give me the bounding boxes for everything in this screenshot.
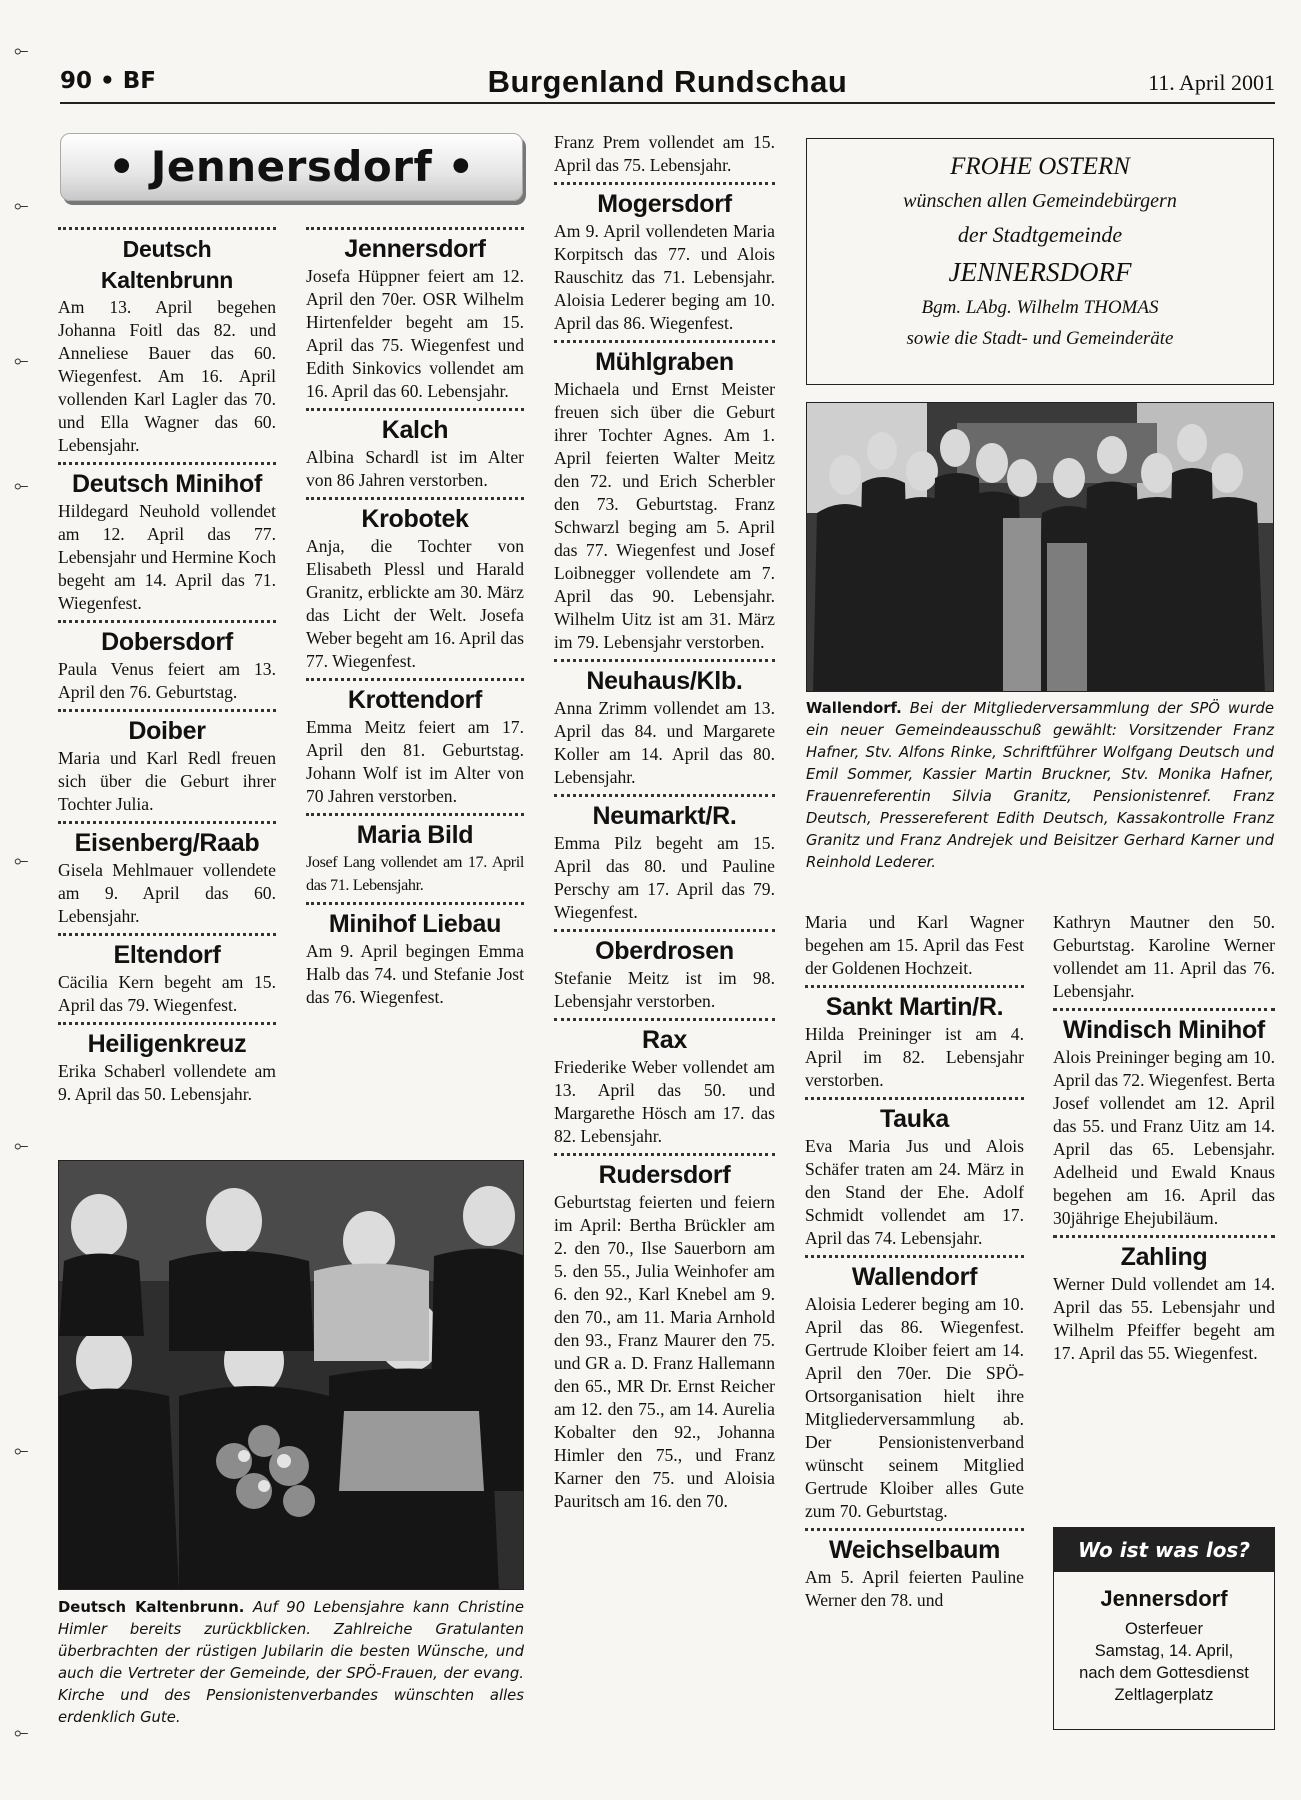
notice-text: Emma Meitz feiert am 17. April den 81. Geburtstag. Johann Wolf ist im Alter von 70 Jahren verstorben. — [306, 717, 524, 806]
caption-text: Auf 90 Lebensjahre kann Christine Himler bereits zurückblicken. Zahlreiche Gratulanten überbrachten der rüstigen Jubilarin die besten Wünsche, und auch die Vertreter der Gemeinde, der SPÖ-Frauen, der evang. Kirche und des Pensionistenverbandes wünschten alles erdenklich Gute. — [58, 1599, 524, 1726]
notice-text: Cäcilia Kern begeht am 15. April das 79. Wiegenfest. — [58, 972, 276, 1015]
dotted-separator — [805, 985, 1024, 988]
locality-heading-heiligenkreuz: Heiligenkreuz — [87, 1030, 247, 1058]
locality-heading-deutsch-kaltenbrunn: Deutsch Kaltenbrunn — [100, 236, 234, 293]
notice-text: Geburtstag feierten und feiern im April: Bertha Brückler am 2. den 70., Ilse Sauerborn am 5. den 55., Julia Weinhofer am 6. den 92., Karl Knebel am 9. den 70., am 11. Maria Arnhold den 93., Franz Maurer den 75. und GR a. D. Franz Hallemann den 65., MR Dr. Ernst Reicher am 12. den 75., am 14. Aurelia Kobalter den 92., Johanna Himler den 75., und Franz Karner den 75. und Aloisia Pauritsch am 16. den 70. — [554, 1192, 775, 1511]
notice-text: Alois Preininger beging am 10. April das 72. Wiegenfest. Berta Josef vollendet am 12. April das 55. und Franz Uitz am 14. April das 65. Lebensjahr. Adelheid und Ewald Knaus begehen am 16. April das 30jährige Ehejubiläum. — [1053, 1047, 1275, 1228]
binding-mark: ⟜ — [14, 40, 29, 60]
locality-heading-sankt-martin-r: Sankt Martin/R. — [825, 993, 1004, 1021]
locality-heading-jennersdorf: Jennersdorf — [344, 235, 486, 263]
locality-heading-tauka: Tauka — [880, 1105, 949, 1133]
event-date: Samstag, 14. April, — [1094, 1642, 1234, 1660]
locality-heading-neumarkt-r: Neumarkt/R. — [592, 802, 737, 830]
caption-lead: Wallendorf. — [806, 700, 902, 717]
dotted-separator — [306, 678, 524, 681]
notice-text: Hildegard Neuhold vollendet am 12. April das 77. Lebensjahr und Hermine Koch begeht am 14. April das 71. Wiegenfest. — [58, 501, 276, 613]
notice-text: Erika Schaberl vollendete am 9. April das 50. Lebensjahr. — [58, 1061, 276, 1104]
notice-text: Hilda Preininger ist am 4. April im 82. Lebensjahr verstorben. — [805, 1024, 1024, 1090]
notice-text: Anja, die Tochter von Elisabeth Plessl und Harald Granitz, erblickte am 30. März das Licht der Welt. Josefa Weber begeht am 16. April das 77. Wiegenfest. — [306, 536, 524, 671]
locality-heading-neuhaus-klb: Neuhaus/Klb. — [586, 667, 743, 695]
locality-heading-doiber: Doiber — [128, 717, 206, 745]
notice-text: Am 5. April feierten Pauline Werner den 78. und — [805, 1567, 1024, 1610]
notice-text: Maria und Karl Wagner begehen am 15. April das Fest der Goldenen Hochzeit. — [805, 912, 1024, 978]
dotted-separator — [554, 340, 775, 343]
locality-heading-mogersdorf: Mogersdorf — [597, 190, 732, 218]
locality-heading-minihof-liebau: Minihof Liebau — [328, 910, 502, 938]
issue-date: 11. April 2001 — [1148, 70, 1275, 95]
kaltenbrunn-jubilee-photo — [58, 1160, 524, 1590]
locality-heading-wallendorf: Wallendorf — [851, 1263, 978, 1291]
dotted-separator — [58, 462, 276, 465]
page-number: 90 • BF — [60, 68, 156, 94]
notice-text: Kathryn Mautner den 50. Geburtstag. Karoline Werner vollendet am 11. April das 76. Lebensjahr. — [1053, 912, 1275, 1001]
events-box — [1053, 1527, 1275, 1730]
dotted-separator — [1053, 1008, 1275, 1011]
locality-heading-rax: Rax — [642, 1026, 687, 1054]
notice-text: Am 9. April vollendeten Maria Korpitsch das 77. und Alois Rauschitz das 71. Lebensjahr. Aloisia Lederer beging am 10. April das 86. Wiegenfest. — [554, 221, 775, 333]
dotted-separator — [58, 933, 276, 936]
binding-mark: ⟜ — [14, 850, 29, 870]
locality-heading-maria-bild: Maria Bild — [356, 821, 474, 849]
column-3 — [554, 131, 775, 1513]
notice-text: Albina Schardl ist im Alter von 86 Jahren verstorben. — [306, 447, 524, 490]
caption-text: Bei der Mitgliederversammlung der SPÖ wurde ein neuer Gemeindeausschuß gewählt: Vorsitzender Franz Hafner, Stv. Alfons Rinke, Schriftführer Wolfgang Deutsch und Emil Sommer, Kassier Martin Bruckner, Stv. Monika Hafner, Frauenreferentin Silvia Granitz, Pensionistenref. Franz Deutsch, Pressereferent Edith Deutsch, Kassakontrolle Franz Granitz und Franz Andrejek und Beisitzer Gerhard Karner und Reinhold Lederer. — [806, 700, 1274, 871]
ad-title: FROHE OSTERN — [950, 153, 1130, 180]
locality-heading-eltendorf: Eltendorf — [113, 941, 221, 969]
dotted-separator — [58, 620, 276, 623]
locality-heading-dobersdorf: Dobersdorf — [101, 628, 233, 656]
dotted-separator — [58, 1022, 276, 1025]
easter-greeting-ad — [806, 138, 1274, 385]
event-time: nach dem Gottesdienst — [1079, 1664, 1249, 1682]
dotted-separator — [306, 408, 524, 411]
newspaper-title: Burgenland Rundschau — [487, 64, 848, 99]
dotted-separator — [1053, 1235, 1275, 1238]
binding-mark: ⟜ — [14, 195, 29, 215]
locality-heading-kalch: Kalch — [381, 416, 449, 444]
dotted-separator — [554, 1018, 775, 1021]
binding-mark: ⟜ — [14, 1722, 29, 1742]
notice-text: Gisela Mehlmauer vollendete am 9. April das 60. Lebensjahr. — [58, 860, 276, 926]
notice-text: Maria und Karl Redl freuen sich über die Geburt ihrer Tochter Julia. — [58, 748, 276, 814]
ad-line: der Stadtgemeinde — [957, 222, 1123, 247]
notice-text: Stefanie Meitz ist im 98. Lebensjahr verstorben. — [554, 968, 775, 1011]
events-place: Jennersdorf — [1100, 1586, 1228, 1611]
column-1 — [58, 222, 276, 1106]
notice-text: Am 9. April begingen Emma Halb das 74. und Stefanie Jost das 76. Wiegenfest. — [306, 941, 524, 1007]
dotted-separator — [554, 182, 775, 185]
binding-mark: ⟜ — [14, 350, 29, 370]
notice-text: Eva Maria Jus und Alois Schäfer traten am 24. März in den Stand der Ehe. Adolf Schmidt vollendet am 17. April das 74. Lebensjahr. — [805, 1136, 1024, 1248]
section-banner: • Jennersdorf • — [60, 133, 523, 201]
event-name: Osterfeuer — [1125, 1620, 1203, 1638]
dotted-separator — [58, 821, 276, 824]
event-location: Zeltlagerplatz — [1114, 1686, 1214, 1704]
wallendorf-caption — [806, 698, 1274, 874]
binding-mark: ⟜ — [14, 1440, 29, 1460]
dotted-separator — [58, 709, 276, 712]
locality-heading-eisenberg-raab: Eisenberg/Raab — [74, 829, 260, 857]
notice-text: Michaela und Ernst Meister freuen sich über die Geburt ihrer Tochter Agnes. Am 1. April feierten Walter Meitz den 72. und Erich Scherbler den 73. Geburtstag. Franz Schwarzl beging am 5. April das 77. Wiegenfest und Josef Loibnegger vollendete am 7. April das 90. Lebensjahr. Wilhelm Uitz ist am 31. März im 79. Lebensjahr verstorben. — [554, 379, 775, 652]
locality-heading-windisch-minihof: Windisch Minihof — [1063, 1016, 1265, 1044]
notice-text: Josefa Hüppner feiert am 12. April den 70er. OSR Wilhelm Hirtenfelder begeht am 15. April das 75. Wiegenfest und Edith Sinkovics vollendet am 16. April das 60. Lebensjahr. — [306, 266, 524, 401]
ad-line: wünschen allen Gemeindebürgern — [903, 190, 1177, 212]
dotted-separator — [306, 813, 524, 816]
column-2 — [306, 222, 524, 1009]
events-box-title: Wo ist was los? — [1054, 1528, 1274, 1572]
locality-heading-rudersdorf: Rudersdorf — [598, 1161, 731, 1189]
dotted-separator — [554, 929, 775, 932]
notice-text: Friederike Weber vollendet am 13. April das 50. und Margarethe Hösch am 17. das 82. Lebensjahr. — [554, 1057, 775, 1146]
notice-text: Paula Venus feiert am 13. April den 76. Geburtstag. — [58, 659, 276, 702]
column-5 — [1053, 911, 1275, 1365]
notice-text: Am 13. April begehen Johanna Foitl das 82. und Anneliese Bauer das 60. Wiegenfest. Am 16. April vollenden Karl Lagler das 70. und Ella Wagner das 60. Lebensjahr. — [58, 297, 276, 455]
locality-heading-krobotek: Krobotek — [361, 505, 469, 533]
ad-mayor: Bgm. LAbg. Wilhelm THOMAS — [921, 297, 1159, 318]
locality-heading-deutsch-minihof: Deutsch Minihof — [72, 470, 262, 498]
dotted-separator — [805, 1528, 1024, 1531]
locality-heading-zahling: Zahling — [1120, 1243, 1208, 1271]
notice-text: Anna Zrimm vollendet am 13. April das 84. und Margarete Koller am 14. April das 80. Lebensjahr. — [554, 698, 775, 787]
notice-text: Josef Lang vollendet am 17. April das 71. Lebensjahr. — [306, 853, 524, 894]
wallendorf-group-photo — [806, 402, 1274, 692]
ad-council: sowie die Stadt- und Gemeinderäte — [906, 328, 1174, 349]
locality-heading-muhlgraben: Mühlgraben — [595, 348, 734, 376]
dotted-separator — [306, 902, 524, 905]
dotted-separator — [58, 227, 276, 230]
dotted-separator — [805, 1097, 1024, 1100]
dotted-separator — [805, 1255, 1024, 1258]
column-4 — [805, 911, 1024, 1612]
binding-mark: ⟜ — [14, 475, 29, 495]
dotted-separator — [554, 659, 775, 662]
notice-text: Emma Pilz begeht am 15. April das 80. und Pauline Perschy am 17. April das 79. Wiegenfest. — [554, 833, 775, 922]
notice-text: Franz Prem vollendet am 15. April das 75. Lebensjahr. — [554, 132, 775, 175]
locality-heading-weichselbaum: Weichselbaum — [829, 1536, 1000, 1564]
ad-town: JENNERSDORF — [948, 257, 1132, 287]
dotted-separator — [306, 497, 524, 500]
caption-lead: Deutsch Kaltenbrunn. — [58, 1599, 245, 1616]
kaltenbrunn-caption — [58, 1597, 524, 1729]
locality-heading-oberdrosen: Oberdrosen — [595, 937, 734, 965]
dotted-separator — [554, 794, 775, 797]
binding-mark: ⟜ — [14, 1135, 29, 1155]
dotted-separator — [306, 227, 524, 230]
masthead — [60, 64, 1275, 104]
notice-text: Werner Duld vollendet am 14. April das 55. Lebensjahr und Wilhelm Pfeiffer begeht am 17. April das 55. Wiegenfest. — [1053, 1274, 1275, 1363]
dotted-separator — [554, 1153, 775, 1156]
notice-text: Aloisia Lederer beging am 10. April das 86. Wiegenfest. Gertrude Kloiber feiert am 14. April den 70er. Die SPÖ-Ortsorganisation hielt ihre Mitgliederversammlung ab. Der Pensionistenverband wünscht seinem Mitglied Gertrude Kloiber alles Gute zum 70. Geburtstag. — [805, 1294, 1024, 1521]
locality-heading-krottendorf: Krottendorf — [347, 686, 483, 714]
